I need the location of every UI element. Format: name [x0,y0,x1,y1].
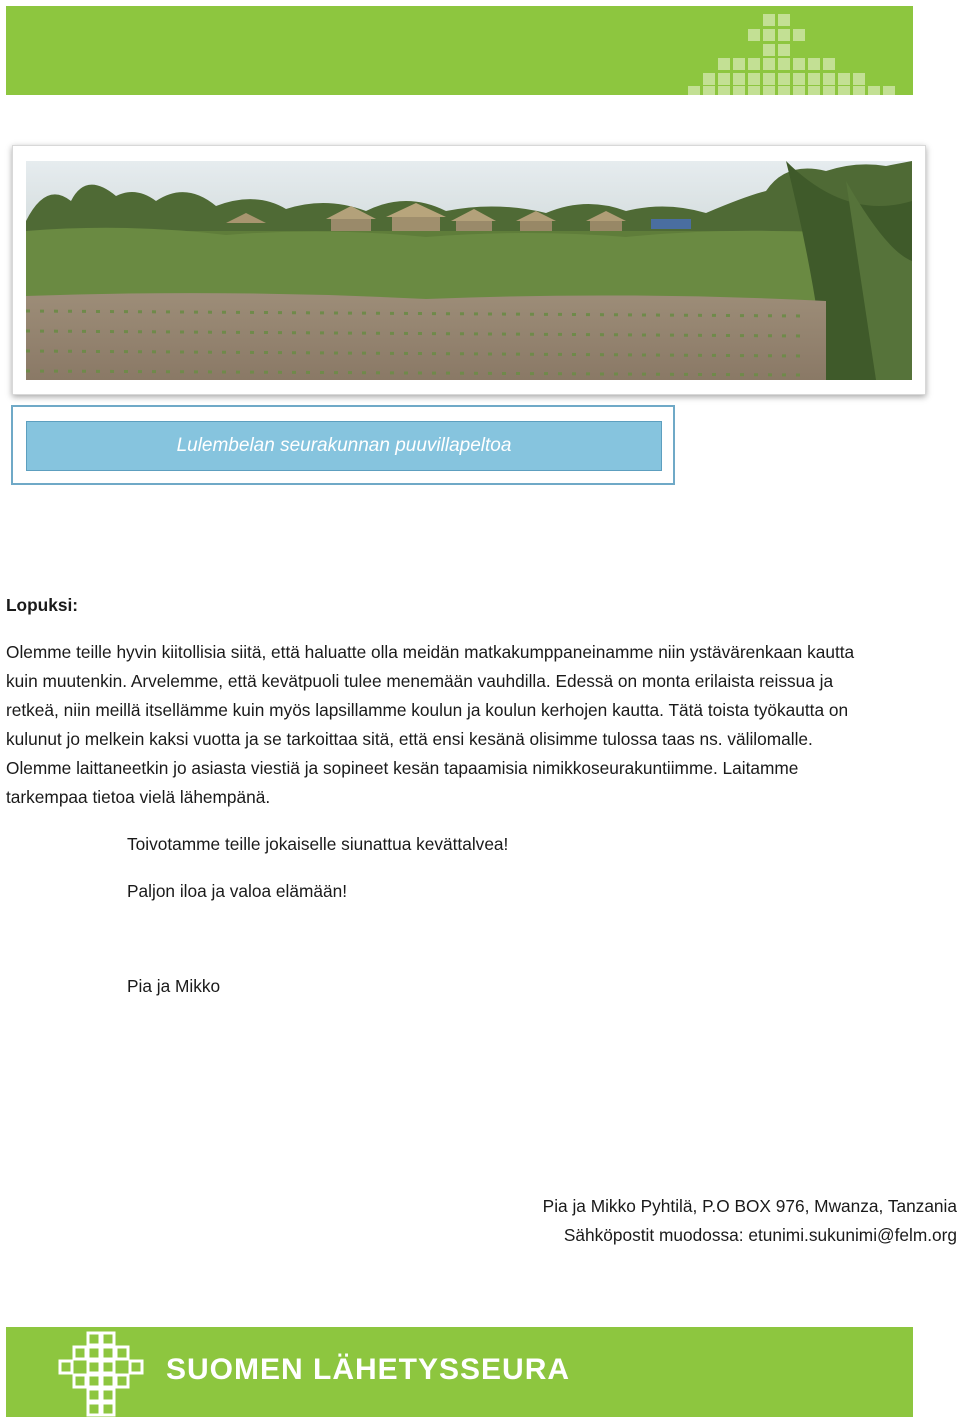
paragraph-line: Olemme laittaneetkin jo asiasta viestiä ja sopineet kesän tapaamisia nimikkoseurakuntiimme. Laitamme [6,758,799,778]
photo-caption: Lulembelan seurakunnan puuvillapeltoa [26,421,662,471]
organization-logo-text: SUOMEN LÄHETYSSEURA [166,1353,571,1386]
greeting-line: Paljon iloa ja valoa elämään! [127,881,347,901]
closing-paragraph [6,638,946,812]
paragraph-line: kuin muutenkin. Arvelemme, että kevätpuoli tulee menemään vauhdilla. Edessä on monta erilaista reissua ja [6,671,834,691]
greeting-line: Toivotamme teille jokaiselle siunattua kevättalvea! [127,834,509,854]
village-field-photo [26,161,912,380]
cross-pattern-icon [6,6,913,95]
postal-address: Pia ja Mikko Pyhtilä, P.O BOX 976, Mwanza, Tanzania [542,1196,957,1216]
closing-heading: Lopuksi: [6,595,79,615]
paragraph-line: Olemme teille hyvin kiitollisia siitä, että haluatte olla meidän matkakumppaneinamme niin ystävärenkaan kautta [6,642,855,662]
photo-caption-box [11,405,675,485]
paragraph-line: tarkempaa tietoa vielä lähempänä. [6,787,271,807]
paragraph-line: kulunut jo melkein kaksi vuotta ja se tarkoittaa sitä, että ensi kesänä olisimme tulossa taas ns. välilomalle. [6,729,813,749]
signature: Pia ja Mikko [127,976,221,996]
paragraph-line: retkeä, niin meillä itsellämme kuin myös lapsillamme koulun ja koulun kerhojen kautta. Tätä toista työkautta on [6,700,849,720]
cross-logo-icon [58,1327,148,1417]
address-block [543,1192,957,1250]
top-banner [6,6,913,95]
email-format: Sähköpostit muodossa: etunimi.sukunimi@felm.org [563,1225,957,1245]
photo-frame [12,145,926,395]
